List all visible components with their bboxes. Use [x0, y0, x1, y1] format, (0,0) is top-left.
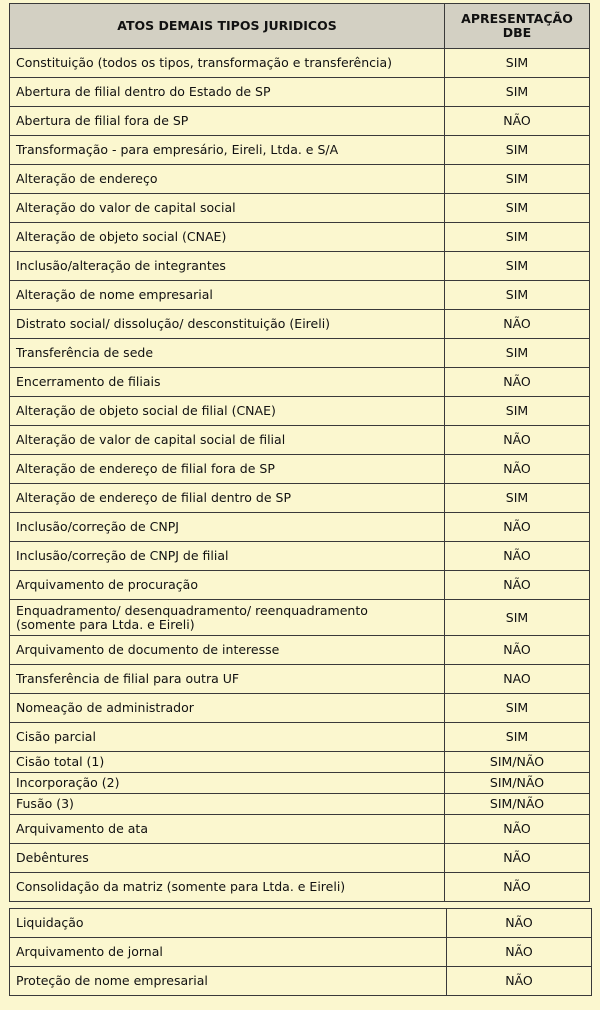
- act-cell: Alteração de endereço de filial fora de SP: [10, 455, 445, 484]
- extra-acts-table: [9, 908, 592, 996]
- dbe-value: NÃO: [447, 909, 592, 938]
- dbe-value: SIM/NÃO: [445, 773, 590, 794]
- act-cell-line2: (somente para Ltda. e Eireli): [16, 616, 195, 632]
- dbe-value: NÃO: [445, 542, 590, 571]
- table-row: [10, 542, 590, 571]
- table-row: [10, 665, 590, 694]
- act-cell: Cisão parcial: [10, 723, 445, 752]
- dbe-value: SIM: [445, 223, 590, 252]
- act-cell: Incorporação (2): [10, 773, 445, 794]
- dbe-value: NÃO: [445, 513, 590, 542]
- act-cell: Nomeação de administrador: [10, 694, 445, 723]
- act-cell: Distrato social/ dissolução/ desconstituição (Eireli): [10, 310, 445, 339]
- dbe-value: SIM: [445, 723, 590, 752]
- act-cell: Transferência de sede: [10, 339, 445, 368]
- dbe-value: SIM/NÃO: [445, 752, 590, 773]
- act-cell: Arquivamento de documento de interesse: [10, 636, 445, 665]
- table-row: [10, 281, 590, 310]
- table-row: [10, 873, 590, 902]
- dbe-value: NÃO: [445, 815, 590, 844]
- table-row: [10, 223, 590, 252]
- dbe-value: NÃO: [445, 844, 590, 873]
- dbe-value: SIM: [445, 78, 590, 107]
- table-row: [10, 484, 590, 513]
- table-row: [10, 938, 592, 967]
- acts-table: [9, 3, 590, 902]
- dbe-value: NÃO: [445, 455, 590, 484]
- table-row: [10, 723, 590, 752]
- dbe-value: NÃO: [445, 310, 590, 339]
- table-row: [10, 571, 590, 600]
- table-row: [10, 368, 590, 397]
- header-dbe: [445, 4, 590, 49]
- dbe-value: SIM: [445, 339, 590, 368]
- act-cell: Alteração de nome empresarial: [10, 281, 445, 310]
- table-row: [10, 455, 590, 484]
- dbe-value: SIM: [445, 136, 590, 165]
- dbe-value: NÃO: [445, 873, 590, 902]
- dbe-value: NÃO: [445, 107, 590, 136]
- table-row: [10, 844, 590, 873]
- dbe-value: SIM/NÃO: [445, 794, 590, 815]
- act-cell: Alteração de objeto social (CNAE): [10, 223, 445, 252]
- table-row: [10, 252, 590, 281]
- table-row: [10, 78, 590, 107]
- dbe-value: NAO: [445, 665, 590, 694]
- act-cell: Inclusão/correção de CNPJ: [10, 513, 445, 542]
- table-row: [10, 694, 590, 723]
- header-dbe-line1: APRESENTAÇÃO: [461, 11, 573, 26]
- act-cell: Abertura de filial fora de SP: [10, 107, 445, 136]
- table-row: [10, 513, 590, 542]
- table-row: [10, 426, 590, 455]
- act-cell: Liquidação: [10, 909, 447, 938]
- dbe-value: SIM: [445, 165, 590, 194]
- table-row: [10, 600, 590, 636]
- dbe-value: NÃO: [445, 368, 590, 397]
- table-row: [10, 165, 590, 194]
- dbe-value: NÃO: [447, 967, 592, 996]
- header-dbe-line2: DBE: [502, 25, 532, 40]
- act-cell: Alteração de endereço: [10, 165, 445, 194]
- header-acts: ATOS DEMAIS TIPOS JURIDICOS: [10, 4, 445, 49]
- act-cell: Consolidação da matriz (somente para Ltda. e Eireli): [10, 873, 445, 902]
- table-row: [10, 310, 590, 339]
- dbe-value: SIM: [445, 281, 590, 310]
- act-cell: Abertura de filial dentro do Estado de SP: [10, 78, 445, 107]
- act-cell: Inclusão/correção de CNPJ de filial: [10, 542, 445, 571]
- act-cell: Arquivamento de ata: [10, 815, 445, 844]
- table-row: [10, 107, 590, 136]
- table-row: [10, 194, 590, 223]
- table-row: [10, 49, 590, 78]
- dbe-value: NÃO: [445, 426, 590, 455]
- table-row: [10, 752, 590, 773]
- act-cell: Arquivamento de jornal: [10, 938, 447, 967]
- table-row: [10, 636, 590, 665]
- table-row: [10, 397, 590, 426]
- act-cell: Alteração de objeto social de filial (CNAE): [10, 397, 445, 426]
- act-cell: Inclusão/alteração de integrantes: [10, 252, 445, 281]
- act-cell: [10, 600, 445, 636]
- act-cell: Transferência de filial para outra UF: [10, 665, 445, 694]
- dbe-value: NÃO: [447, 938, 592, 967]
- act-cell: Constituição (todos os tipos, transformação e transferência): [10, 49, 445, 78]
- table-row: [10, 136, 590, 165]
- table-row: [10, 967, 592, 996]
- act-cell-line1: Enquadramento/ desenquadramento/ reenquadramento: [16, 602, 368, 618]
- table-row: [10, 339, 590, 368]
- act-cell: Encerramento de filiais: [10, 368, 445, 397]
- dbe-value: SIM: [445, 397, 590, 426]
- table-header-row: [10, 4, 590, 49]
- act-cell: Alteração do valor de capital social: [10, 194, 445, 223]
- act-cell: Alteração de endereço de filial dentro de SP: [10, 484, 445, 513]
- act-cell: Debêntures: [10, 844, 445, 873]
- act-cell: Transformação - para empresário, Eireli, Ltda. e S/A: [10, 136, 445, 165]
- dbe-value: SIM: [445, 600, 590, 636]
- dbe-value: SIM: [445, 252, 590, 281]
- table-row: [10, 794, 590, 815]
- table-row: [10, 909, 592, 938]
- act-cell: Arquivamento de procuração: [10, 571, 445, 600]
- dbe-value: SIM: [445, 49, 590, 78]
- act-cell: Alteração de valor de capital social de filial: [10, 426, 445, 455]
- dbe-value: NÃO: [445, 571, 590, 600]
- act-cell: Proteção de nome empresarial: [10, 967, 447, 996]
- dbe-value: NÃO: [445, 636, 590, 665]
- table-row: [10, 773, 590, 794]
- dbe-value: SIM: [445, 484, 590, 513]
- act-cell: Cisão total (1): [10, 752, 445, 773]
- table-row: [10, 815, 590, 844]
- act-cell: Fusão (3): [10, 794, 445, 815]
- dbe-value: SIM: [445, 694, 590, 723]
- dbe-value: SIM: [445, 194, 590, 223]
